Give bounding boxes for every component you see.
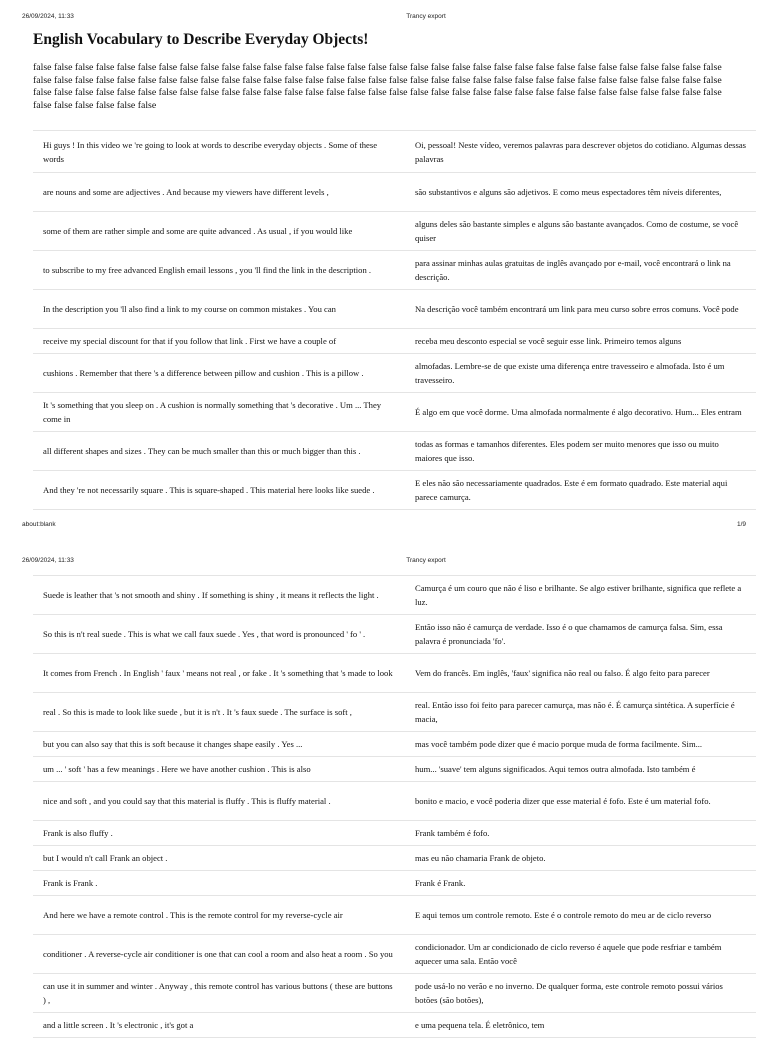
portuguese-text: receba meu desconto especial se você seguir esse link. Primeiro temos alguns	[405, 329, 756, 354]
english-text: nice and soft , and you could say that this material is fluffy . This is fluffy material .	[33, 782, 405, 821]
table-row	[33, 354, 756, 393]
english-text: real . So this is made to look like suede , but it is n't . It 's faux suede . The surface is soft ,	[33, 693, 405, 732]
english-text: It comes from French . In English ' faux ' means not real , or fake . It 's something that 's made to look	[33, 654, 405, 693]
portuguese-text: Oi, pessoal! Neste vídeo, veremos palavras para descrever objetos do cotidiano. Algumas dessas palavras	[405, 131, 756, 173]
portuguese-text: condicionador. Um ar condicionado de ciclo reverso é aquele que pode resfriar e também aquecer uma sala. Então você	[405, 935, 756, 974]
english-text: In the description you 'll also find a link to my course on common mistakes . You can	[33, 290, 405, 329]
portuguese-text: É algo em que você dorme. Uma almofada normalmente é algo decorativo. Hum... Eles entram	[405, 393, 756, 432]
table-row	[33, 576, 756, 615]
table-row	[33, 896, 756, 935]
english-text: to subscribe to my free advanced English email lessons , you 'll find the link in the description .	[33, 251, 405, 290]
table-row	[33, 732, 756, 757]
portuguese-text: alguns deles são bastante simples e alguns são bastante avançados. Como de costume, se você quiser	[405, 212, 756, 251]
table-row	[33, 935, 756, 974]
english-text: conditioner . A reverse-cycle air conditioner is one that can cool a room and also heat a room . So you	[33, 935, 405, 974]
page-header	[0, 13, 768, 27]
portuguese-text: são substantivos e alguns são adjetivos. E como meus espectadores têm níveis diferentes,	[405, 173, 756, 212]
table-row	[33, 329, 756, 354]
portuguese-text: hum... 'suave' tem alguns significados. Aqui temos outra almofada. Isto também é	[405, 757, 756, 782]
page-header-2	[0, 557, 768, 571]
table-row	[33, 782, 756, 821]
english-text: but you can also say that this is soft because it changes shape easily . Yes ...	[33, 732, 405, 757]
table-row	[33, 131, 756, 173]
english-text: It 's something that you sleep on . A cushion is normally something that 's decorative . Um ... They come in	[33, 393, 405, 432]
english-text: receive my special discount for that if you follow that link . First we have a couple of	[33, 329, 405, 354]
portuguese-text: Na descrição você também encontrará um link para meu curso sobre erros comuns. Você pode	[405, 290, 756, 329]
portuguese-text: almofadas. Lembre-se de que existe uma diferença entre travesseiro e almofada. Isto é um travesseiro.	[405, 354, 756, 393]
document-title: English Vocabulary to Describe Everyday Objects!	[33, 31, 369, 48]
portuguese-text: Então isso não é camurça de verdade. Isso é o que chamamos de camurça falsa. Sim, essa palavra é pronunciada 'fo'.	[405, 615, 756, 654]
footer-page-number: 1/9	[736, 521, 746, 528]
table-row	[33, 173, 756, 212]
english-text: can use it in summer and winter . Anyway , this remote control has various buttons ( these are buttons ) ,	[33, 974, 405, 1013]
table-row	[33, 974, 756, 1013]
table-row	[33, 821, 756, 846]
table-row	[33, 693, 756, 732]
table-row	[33, 1013, 756, 1038]
table-row	[33, 432, 756, 471]
portuguese-text: E aqui temos um controle remoto. Este é o controle remoto do meu ar de ciclo reverso	[405, 896, 756, 935]
table-row	[33, 871, 756, 896]
english-text: and a little screen . It 's electronic , it's got a	[33, 1013, 405, 1038]
print-datetime: 26/09/2024, 11:33	[22, 13, 74, 20]
portuguese-text: real. Então isso foi feito para parecer camurça, mas não é. É camurça sintética. A superfície é macia,	[405, 693, 756, 732]
portuguese-text: E eles não são necessariamente quadrados. Este é em formato quadrado. Este material aqui parece camurça.	[405, 471, 756, 510]
english-text: Frank is Frank .	[33, 871, 405, 896]
english-text: but I would n't call Frank an object .	[33, 846, 405, 871]
portuguese-text: Frank é Frank.	[405, 871, 756, 896]
english-text: um ... ' soft ' has a few meanings . Here we have another cushion . This is also	[33, 757, 405, 782]
portuguese-text: e uma pequena tela. É eletrônico, tem	[405, 1013, 756, 1038]
portuguese-text: para assinar minhas aulas gratuitas de inglês avançado por e-mail, você encontrará o link na descrição.	[405, 251, 756, 290]
english-text: Suede is leather that 's not smooth and shiny . If something is shiny , it means it reflects the light .	[33, 576, 405, 615]
english-text: And they 're not necessarily square . This is square-shaped . This material here looks like suede .	[33, 471, 405, 510]
table-row	[33, 212, 756, 251]
portuguese-text: bonito e macio, e você poderia dizer que esse material é fofo. Este é um material fofo.	[405, 782, 756, 821]
english-text: So this is n't real suede . This is what we call faux suede . Yes , that word is pronounced ' fo ' .	[33, 615, 405, 654]
false-paragraph: false false false false false false false false false false false false false false false false false false false false false false false false false false false false false false false false false false false false false false false false false false false false false false false false false false false false false false false false false false false false false false false false false false false false false false false false false false false false false false false false false false false false false false false false false false false false false false false false false false false false false false false false false	[33, 62, 722, 111]
table-row	[33, 654, 756, 693]
english-text: some of them are rather simple and some are quite advanced . As usual , if you would like	[33, 212, 405, 251]
print-title-2: Trancy export	[406, 557, 446, 564]
print-title: Trancy export	[406, 13, 446, 20]
footer-url: about:blank	[22, 521, 56, 528]
portuguese-text: Frank também é fofo.	[405, 821, 756, 846]
portuguese-text: mas eu não chamaria Frank de objeto.	[405, 846, 756, 871]
english-text: Frank is also fluffy .	[33, 821, 405, 846]
english-text: are nouns and some are adjectives . And because my viewers have different levels ,	[33, 173, 405, 212]
table-row	[33, 251, 756, 290]
english-text: And here we have a remote control . This is the remote control for my reverse-cycle air	[33, 896, 405, 935]
portuguese-text: Camurça é um couro que não é liso e brilhante. Se algo estiver brilhante, significa que reflete a luz.	[405, 576, 756, 615]
table-row	[33, 757, 756, 782]
table-row	[33, 393, 756, 432]
table-row	[33, 615, 756, 654]
table-row	[33, 846, 756, 871]
page-footer	[0, 521, 768, 533]
table-row	[33, 471, 756, 510]
portuguese-text: Vem do francês. Em inglês, 'faux' significa não real ou falso. É algo feito para parecer	[405, 654, 756, 693]
transcript-table-page-2	[33, 575, 756, 1038]
english-text: cushions . Remember that there 's a difference between pillow and cushion . This is a pillow .	[33, 354, 405, 393]
table-row	[33, 290, 756, 329]
transcript-table-page-1	[33, 130, 756, 510]
portuguese-text: todas as formas e tamanhos diferentes. Eles podem ser muito menores que isso ou muito maiores que isso.	[405, 432, 756, 471]
english-text: all different shapes and sizes . They can be much smaller than this or much bigger than this .	[33, 432, 405, 471]
print-datetime-2: 26/09/2024, 11:33	[22, 557, 74, 564]
portuguese-text: pode usá-lo no verão e no inverno. De qualquer forma, este controle remoto possui vários botões (são botões),	[405, 974, 756, 1013]
english-text: Hi guys ! In this video we 're going to look at words to describe everyday objects . Some of these words	[33, 131, 405, 173]
portuguese-text: mas você também pode dizer que é macio porque muda de forma facilmente. Sim...	[405, 732, 756, 757]
